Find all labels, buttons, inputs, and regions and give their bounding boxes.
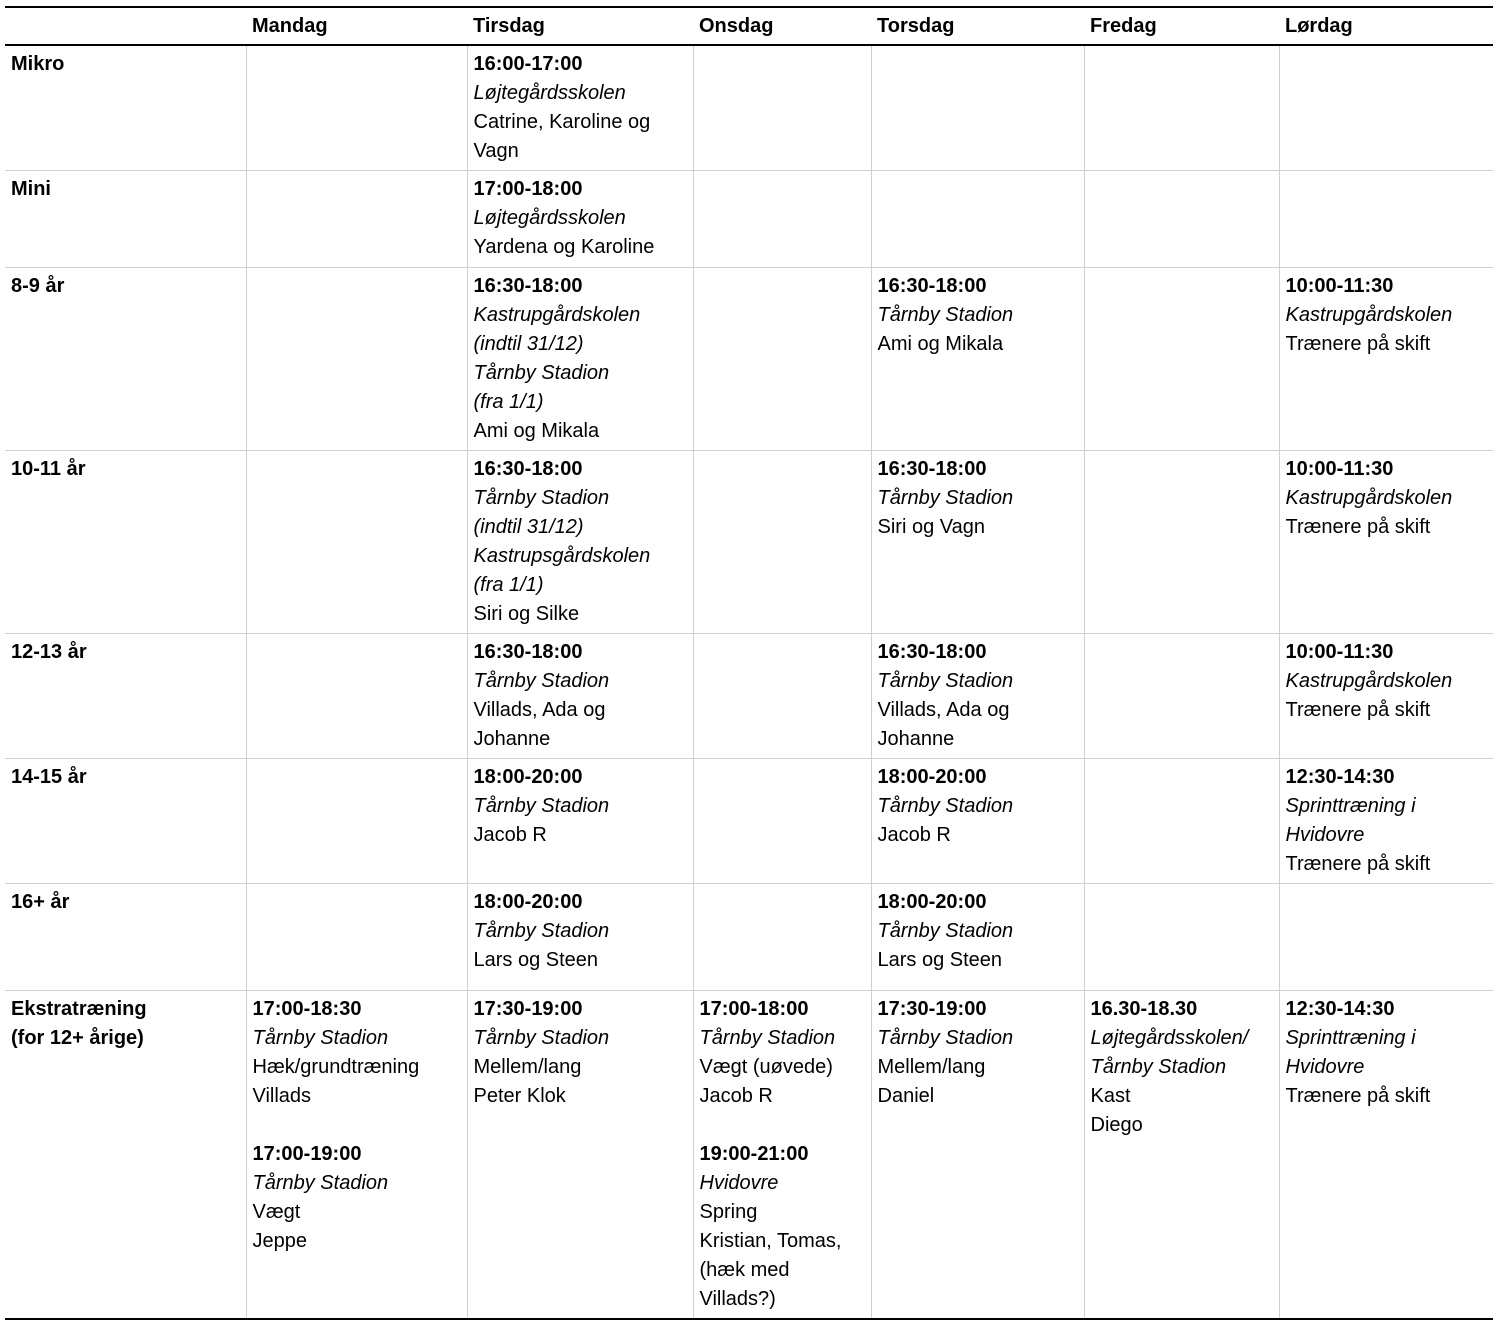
session-detail: Kast (1090, 1085, 1131, 1107)
session-cell-lordag (1279, 45, 1493, 171)
session-detail: Lars og Steen (473, 949, 599, 971)
schedule-row (5, 451, 1493, 634)
schedule-table (5, 6, 1493, 1320)
group-label-line: (for 12+ årige) (11, 1027, 144, 1049)
session-time: 18:00-20:00 (473, 891, 583, 913)
session-cell-torsdag (871, 171, 1084, 268)
group-label-line: 10-11 år (11, 458, 86, 480)
schedule-row (5, 268, 1493, 451)
session-cell-lordag (1279, 991, 1493, 1320)
group-label (5, 991, 246, 1320)
session-location: (indtil 31/12) (473, 333, 584, 355)
session-cell-lordag (1279, 268, 1493, 451)
session-detail: Jeppe (252, 1230, 307, 1252)
session-detail: Vægt (uøvede) (699, 1056, 833, 1078)
session-cell-torsdag (871, 759, 1084, 884)
session-cell-mandag (246, 991, 467, 1320)
session-cell-torsdag (871, 991, 1084, 1320)
session-location: Kastrupgårdskolen (473, 304, 641, 326)
group-label-line: Mini (11, 178, 51, 200)
session-location: (fra 1/1) (473, 574, 544, 596)
session-location: Løjtegårdsskolen (473, 207, 626, 229)
session-location: Tårnby Stadion (473, 487, 610, 509)
schedule-row (5, 45, 1493, 171)
session-detail: Trænere på skift (1285, 853, 1431, 875)
session-time: 10:00-11:30 (1285, 641, 1394, 663)
session-time: 17:30-19:00 (473, 998, 583, 1020)
session-time: 16:30-18:00 (473, 458, 583, 480)
session-detail: Jacob R (473, 824, 547, 846)
session-cell-mandag (246, 759, 467, 884)
session-time: 16:30-18:00 (473, 275, 583, 297)
session-location: (indtil 31/12) (473, 516, 584, 538)
schedule-row (5, 991, 1493, 1320)
session-time: 17:00-18:30 (252, 998, 362, 1020)
group-label-line: Mikro (11, 53, 65, 75)
session-location: Løjtegårdsskolen (473, 82, 626, 104)
day-header-lordag: Lørdag (1279, 7, 1493, 45)
session-location: Tårnby Stadion (877, 1027, 1014, 1049)
session-location: Løjtegårdsskolen/ Tårnby Stadion (1090, 1027, 1249, 1078)
session-detail: Hæk/grundtræning (252, 1056, 420, 1078)
group-label (5, 759, 246, 884)
session-detail: Villads (252, 1085, 312, 1107)
session-detail: Trænere på skift (1285, 1085, 1431, 1107)
session-detail: Spring (699, 1201, 758, 1223)
session-cell-onsdag (693, 884, 871, 991)
session-cell-onsdag (693, 45, 871, 171)
session-cell-lordag (1279, 759, 1493, 884)
day-header-onsdag: Onsdag (693, 7, 871, 45)
session-detail: Diego (1090, 1114, 1143, 1136)
session-location: Kastrupgårdskolen (1285, 670, 1453, 692)
session-location: Tårnby Stadion (473, 362, 610, 384)
session-location: (fra 1/1) (473, 391, 544, 413)
session-cell-mandag (246, 45, 467, 171)
session-cell-tirsdag (467, 45, 693, 171)
corner-cell (5, 7, 246, 45)
session-detail: Trænere på skift (1285, 516, 1431, 538)
session-detail: Lars og Steen (877, 949, 1003, 971)
group-label-line: 12-13 år (11, 641, 87, 663)
session-detail: Daniel (877, 1085, 935, 1107)
session-cell-fredag (1084, 45, 1279, 171)
session-detail: Trænere på skift (1285, 333, 1431, 355)
schedule-body (5, 45, 1493, 1319)
session-location: Kastrupgårdskolen (1285, 304, 1453, 326)
session-time: 10:00-11:30 (1285, 275, 1394, 297)
session-location: Sprinttræning i Hvidovre (1285, 795, 1416, 846)
session-time: 17:00-18:00 (473, 178, 583, 200)
session-cell-fredag (1084, 634, 1279, 759)
session-location: Sprinttræning i Hvidovre (1285, 1027, 1416, 1078)
session-cell-onsdag (693, 759, 871, 884)
group-label (5, 451, 246, 634)
day-header-tirsdag: Tirsdag (467, 7, 693, 45)
session-cell-fredag (1084, 991, 1279, 1320)
session-time: 18:00-20:00 (877, 891, 987, 913)
session-time: 18:00-20:00 (473, 766, 583, 788)
session-location: Tårnby Stadion (252, 1027, 389, 1049)
session-time: 19:00-21:00 (699, 1143, 809, 1165)
group-label (5, 634, 246, 759)
session-detail: Yardena og Karoline (473, 236, 655, 258)
session-time: 18:00-20:00 (877, 766, 987, 788)
session-cell-lordag (1279, 171, 1493, 268)
session-cell-tirsdag (467, 171, 693, 268)
session-detail: Mellem/lang (877, 1056, 986, 1078)
session-location: Tårnby Stadion (877, 795, 1014, 817)
session-time: 16:00-17:00 (473, 53, 583, 75)
header-row (5, 7, 1493, 45)
session-spacer (253, 1111, 461, 1140)
session-detail: Peter Klok (473, 1085, 566, 1107)
session-cell-mandag (246, 268, 467, 451)
group-label-line: 8-9 år (11, 275, 65, 297)
session-cell-tirsdag (467, 268, 693, 451)
session-cell-fredag (1084, 268, 1279, 451)
group-label-line: 14-15 år (11, 766, 87, 788)
session-cell-onsdag (693, 451, 871, 634)
session-cell-tirsdag (467, 991, 693, 1320)
group-label (5, 884, 246, 991)
schedule-row (5, 634, 1493, 759)
session-location: Tårnby Stadion (473, 795, 610, 817)
session-detail: Villads, Ada og Johanne (473, 699, 606, 750)
session-cell-torsdag (871, 268, 1084, 451)
group-label-line: Ekstratræning (11, 998, 147, 1020)
session-cell-onsdag (693, 991, 871, 1320)
session-detail: Siri og Silke (473, 603, 580, 625)
session-detail: Jacob R (699, 1085, 773, 1107)
session-location: Tårnby Stadion (877, 670, 1014, 692)
session-cell-torsdag (871, 45, 1084, 171)
session-location: Kastrupgårdskolen (1285, 487, 1453, 509)
session-detail: Ami og Mikala (473, 420, 600, 442)
session-detail: Ami og Mikala (877, 333, 1004, 355)
day-header-fredag: Fredag (1084, 7, 1279, 45)
session-cell-fredag (1084, 759, 1279, 884)
session-cell-tirsdag (467, 759, 693, 884)
session-location: Tårnby Stadion (877, 920, 1014, 942)
group-label (5, 45, 246, 171)
session-cell-fredag (1084, 171, 1279, 268)
day-header-torsdag: Torsdag (871, 7, 1084, 45)
session-cell-torsdag (871, 884, 1084, 991)
session-location: Tårnby Stadion (699, 1027, 836, 1049)
session-detail: Kristian, Tomas, (hæk med Villads?) (699, 1230, 842, 1310)
session-cell-fredag (1084, 451, 1279, 634)
session-location: Tårnby Stadion (877, 304, 1014, 326)
session-location: Tårnby Stadion (473, 670, 610, 692)
session-time: 17:30-19:00 (877, 998, 987, 1020)
session-time: 16:30-18:00 (473, 641, 583, 663)
group-label (5, 171, 246, 268)
session-spacer (700, 1111, 865, 1140)
session-detail: Jacob R (877, 824, 951, 846)
session-location: Tårnby Stadion (473, 1027, 610, 1049)
group-label (5, 268, 246, 451)
session-cell-mandag (246, 451, 467, 634)
session-cell-fredag (1084, 884, 1279, 991)
session-location: Tårnby Stadion (252, 1172, 389, 1194)
session-location: Kastrupsgårdskolen (473, 545, 651, 567)
schedule-row (5, 884, 1493, 991)
session-cell-tirsdag (467, 634, 693, 759)
session-cell-tirsdag (467, 451, 693, 634)
session-cell-lordag (1279, 634, 1493, 759)
session-cell-mandag (246, 884, 467, 991)
session-detail: Siri og Vagn (877, 516, 985, 538)
session-cell-onsdag (693, 268, 871, 451)
session-cell-torsdag (871, 634, 1084, 759)
schedule-row (5, 759, 1493, 884)
session-location: Tårnby Stadion (877, 487, 1014, 509)
session-location: Hvidovre (699, 1172, 779, 1194)
session-detail: Villads, Ada og Johanne (877, 699, 1010, 750)
session-time: 10:00-11:30 (1285, 458, 1394, 480)
session-cell-lordag (1279, 884, 1493, 991)
session-detail: Catrine, Karoline og Vagn (473, 111, 651, 162)
session-time: 17:00-19:00 (252, 1143, 362, 1165)
schedule-row (5, 171, 1493, 268)
group-label-line: 16+ år (11, 891, 70, 913)
session-detail: Trænere på skift (1285, 699, 1431, 721)
session-cell-torsdag (871, 451, 1084, 634)
day-header-mandag: Mandag (246, 7, 467, 45)
session-time: 16:30-18:00 (877, 641, 987, 663)
session-time: 12:30-14:30 (1285, 998, 1395, 1020)
session-cell-lordag (1279, 451, 1493, 634)
session-time: 16.30-18.30 (1090, 998, 1198, 1020)
session-cell-mandag (246, 634, 467, 759)
session-detail: Mellem/lang (473, 1056, 582, 1078)
session-cell-onsdag (693, 171, 871, 268)
session-time: 16:30-18:00 (877, 458, 987, 480)
session-cell-mandag (246, 171, 467, 268)
session-time: 17:00-18:00 (699, 998, 809, 1020)
session-detail: Vægt (252, 1201, 301, 1223)
session-time: 16:30-18:00 (877, 275, 987, 297)
session-cell-onsdag (693, 634, 871, 759)
session-location: Tårnby Stadion (473, 920, 610, 942)
session-cell-tirsdag (467, 884, 693, 991)
session-time: 12:30-14:30 (1285, 766, 1395, 788)
